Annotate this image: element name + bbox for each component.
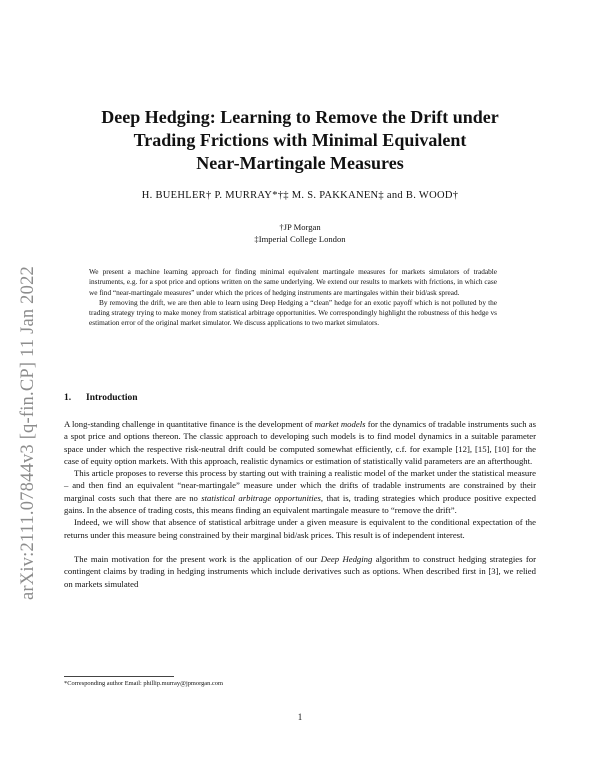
body-paragraph bbox=[64, 553, 536, 590]
paper-title bbox=[70, 106, 530, 175]
abstract bbox=[89, 267, 497, 329]
emphasis: market models bbox=[314, 419, 366, 429]
text-run: A long-standing challenge in quantitative finance is the development of bbox=[64, 419, 315, 429]
body-paragraph: Indeed, we will show that absence of statistical arbitrage under a given measure is equivalent to the conditional expectation of the returns under this measure being constrained by their marginal bid/ask prices. This result is of independent interest. bbox=[64, 517, 536, 540]
emphasis: statistical arbitrage opportunities bbox=[201, 492, 321, 503]
section-number: 1. bbox=[64, 393, 72, 403]
text-run: This article proposes to reverse this process by starting out with training a realistic model of the market under the statistical measure – and then find an equivalent “near-martingale” measure under which the drifts of tradable instruments are constrained by their marginal costs such that there are no bbox=[64, 468, 536, 503]
footnote: *Corresponding author Email: phillip.murray@jpmorgan.com bbox=[64, 680, 223, 687]
title-line: Trading Frictions with Minimal Equivalent bbox=[133, 130, 467, 150]
text-run: for the dynamics of tradable instruments such as a spot price and options thereon. The classic approach to developing such models is to find model dynamics in a suitable parameter space under which the respective risk-neutral drift could be computed somewhat efficiently, c.f. for example [12], [15], [10] for the case of equity option markets. With this approach, realistic dynamics or estimation of statistically valid parameters are an afterthought. bbox=[64, 419, 536, 466]
title-line: Deep Hedging: Learning to Remove the Drift under bbox=[101, 107, 499, 127]
emphasis: Deep Hedging bbox=[320, 553, 373, 564]
author-list: H. BUEHLER† P. MURRAY*†‡ M. S. PAKKANEN‡ and B. WOOD† bbox=[141, 190, 459, 201]
text-run: , that is, trading strategies which produce positive expected gains. In the absence of trading costs, this means finding an equivalent martingale measure to “remove the drift”. bbox=[64, 492, 536, 516]
body-paragraph bbox=[64, 467, 536, 516]
section-title: Introduction bbox=[86, 393, 138, 403]
affiliation-jpmorgan: †JP Morgan bbox=[279, 222, 321, 232]
abstract-paragraph: By removing the drift, we are then able to learn using Deep Hedging a “clean” hedge for an exotic payoff which is not polluted by the trading strategy trying to make money from statistical arbitrage opportunities. We correspondingly highlight the robustness of this hedge vs estimation error of the original market simulator. We discuss applications to two market simulators. bbox=[89, 297, 497, 328]
section-heading bbox=[64, 393, 138, 403]
page-number: 1 bbox=[297, 712, 303, 722]
text-run: algorithm to construct hedging strategies for contingent claims by trading in hedging instruments which include derivatives such as options. When described first in [3], we relied on markets simulated bbox=[64, 553, 537, 589]
abstract-paragraph: We present a machine learning approach for finding minimal equivalent martingale measures for markets simulators of tradable instruments, e.g. for a spot price and options written on the same underlying. We extend our results to markets with frictions, in which case we find “near-martingale measures” under which the prices of hedging instruments are martingales within their bid/ask spread. bbox=[89, 267, 497, 297]
text-run: The main motivation for the present work is the application of our bbox=[74, 553, 321, 564]
title-line: Near-Martingale Measures bbox=[196, 153, 404, 173]
affiliation-imperial: ‡Imperial College London bbox=[254, 234, 346, 244]
body-text bbox=[64, 418, 536, 590]
footnote-divider bbox=[64, 676, 174, 677]
arxiv-identifier: arXiv:2111.07844v3 [q-fin.CP] 11 Jan 2022 bbox=[18, 266, 38, 600]
affiliations bbox=[70, 221, 530, 245]
body-paragraph bbox=[64, 418, 536, 467]
